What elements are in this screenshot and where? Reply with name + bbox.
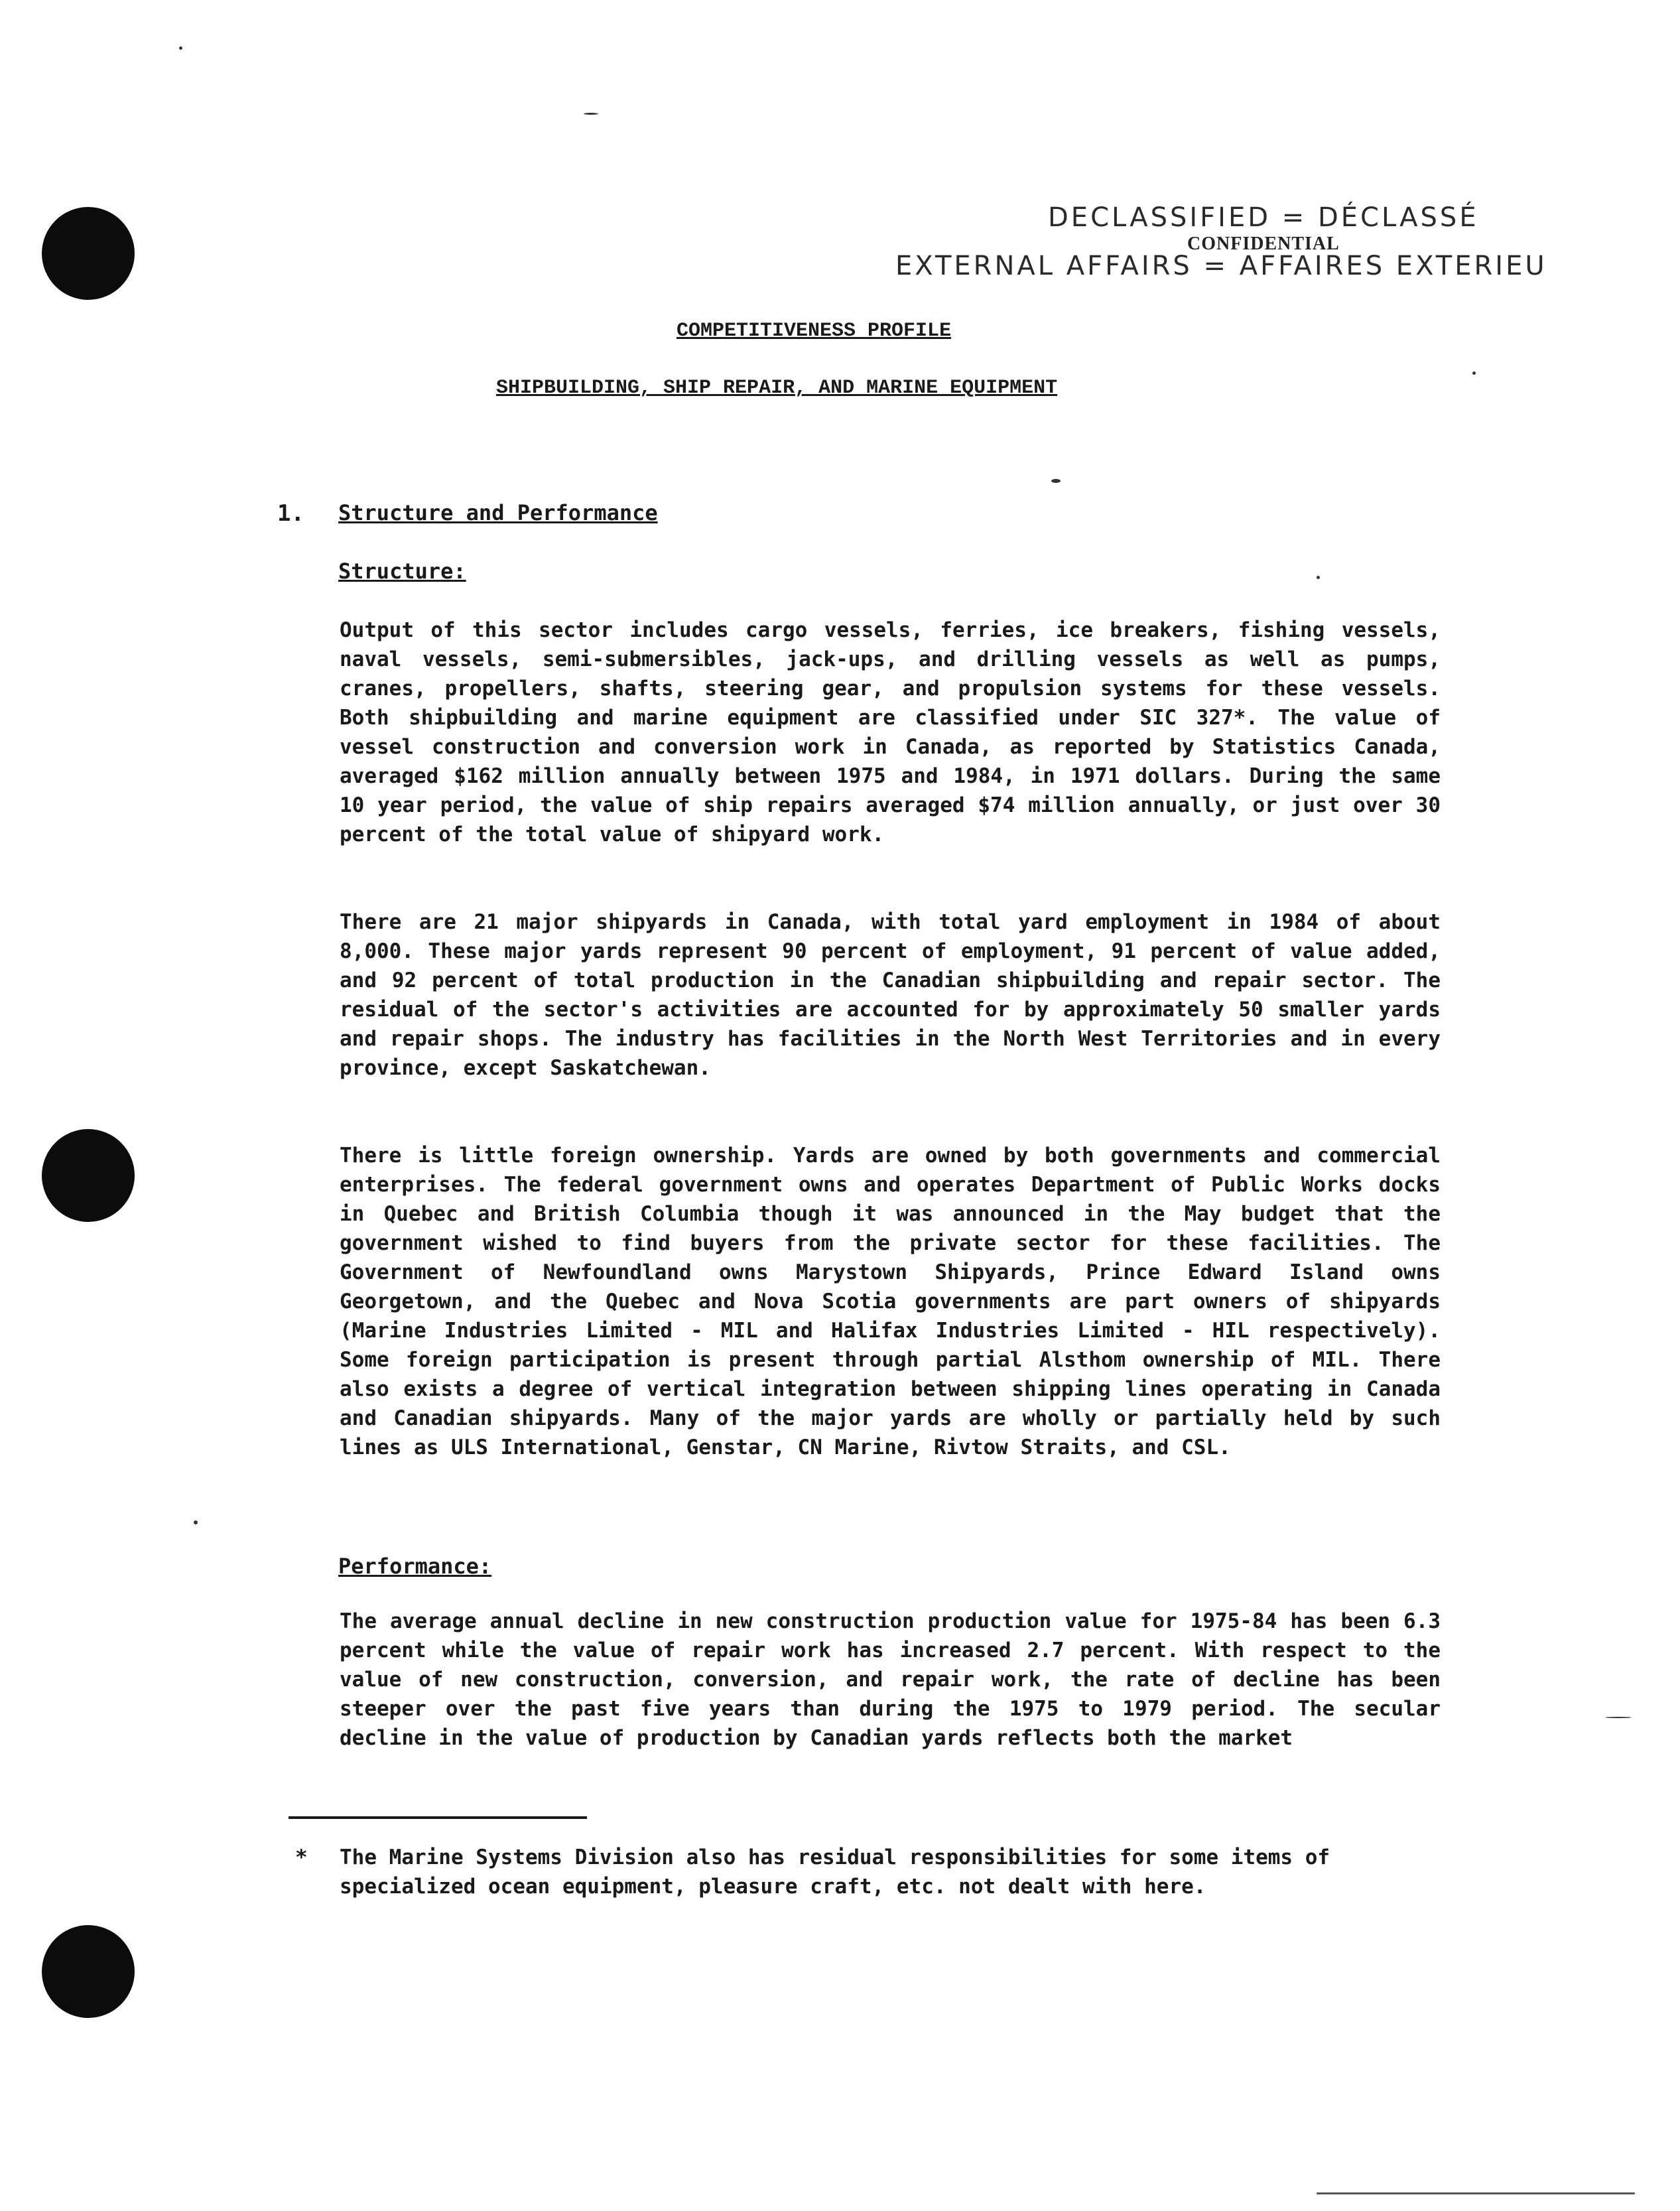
footnote-text: The Marine Systems Division also has residual responsibilities for some items of specialized ocean equipment, pleasure craft, etc. not dealt with here. — [340, 1845, 1330, 1899]
section-title: Structure and Performance — [338, 500, 658, 525]
classification-marking: CONFIDENTIAL — [1187, 234, 1340, 254]
scan-speck — [1605, 1717, 1632, 1718]
section-number: 1. — [277, 500, 304, 527]
scan-speck — [1051, 479, 1061, 483]
punch-hole-bottom — [42, 1925, 135, 2018]
footnote-divider — [289, 1816, 587, 1819]
structure-heading: Structure: — [338, 559, 466, 584]
scan-speck — [1317, 576, 1320, 579]
structure-paragraph-1: Output of this sector includes cargo vessels, ferries, ice breakers, fishing vessels, naval vessels, semi-submersibles, jack-ups, and drilling vessels as well as pumps, cranes, propellers, shafts, steering gear, and propulsion systems for these vessels. Both shipbuilding and marine equipment are classified under SIC 327*. The value of vessel construction and conversion work in Canada, as reported by Statistics Canada, averaged $162 million annually between 1975 and 1984, in 1971 dollars. During the same 10 year period, the value of ship repairs averaged $74 million annually, or just over 30 percent of the total value of shipyard work. — [340, 618, 1441, 846]
declassified-stamp: DECLASSIFIED = DÉCLASSÉ — [1048, 202, 1479, 233]
structure-paragraph-3: There is little foreign ownership. Yards are owned by both governments and commercial enterprises. The federal government owns and operates Department of Public Works docks in Quebec and British Columbia though it was announced in the May budget that the government wished to find buyers from the private sector for these facilities. The Government of Newfoundland owns Marystown Shipyards, Prince Edward Island owns Georgetown, and the Quebec and Nova Scotia governments are part owners of shipyards (Marine Industries Limited - MIL and Halifax Industries Limited - HIL respectively). Some foreign participation is present through partial Alsthom ownership of MIL. There also exists a degree of vertical integration between shipping lines operating in Canada and Canadian shipyards. Many of the major yards are wholly or partially held by such lines as ULS International, Genstar, CN Marine, Rivtow Straits, and CSL. — [340, 1144, 1441, 1459]
scan-speck — [584, 113, 598, 115]
footnote-marker: * — [295, 1845, 308, 1869]
scan-speck — [1472, 371, 1476, 375]
scan-speck — [194, 1520, 198, 1524]
external-affairs-stamp: EXTERNAL AFFAIRS = AFFAIRES EXTERIEU — [895, 251, 1547, 281]
performance-heading: Performance: — [338, 1554, 492, 1579]
punch-hole-top — [42, 207, 135, 300]
scan-speck — [179, 46, 182, 50]
document-subtitle: SHIPBUILDING, SHIP REPAIR, AND MARINE EQUIPMENT — [496, 377, 1058, 399]
performance-paragraph: The average annual decline in new construction production value for 1975-84 has been 6.3 percent while the value of repair work has increased 2.7 percent. With respect to the value of new construction, conversion, and repair work, the rate of decline has been steeper over the past five years than during the 1975 to 1979 period. The secular decline in the value of production by Canadian yards reflects both the market — [340, 1609, 1441, 1750]
structure-paragraph-2: There are 21 major shipyards in Canada, with total yard employment in 1984 of about 8,000. These major yards represent 90 percent of employment, 91 percent of value added, and 92 percent of total production in the Canadian shipbuilding and repair sector. The residual of the sector's activities are accounted for by approximately 50 smaller yards and repair shops. The industry has facilities in the North West Territories and in every province, except Saskatchewan. — [340, 910, 1441, 1080]
punch-hole-middle — [42, 1129, 135, 1222]
scan-speck — [1317, 2192, 1635, 2194]
document-title: COMPETITIVENESS PROFILE — [677, 320, 952, 342]
